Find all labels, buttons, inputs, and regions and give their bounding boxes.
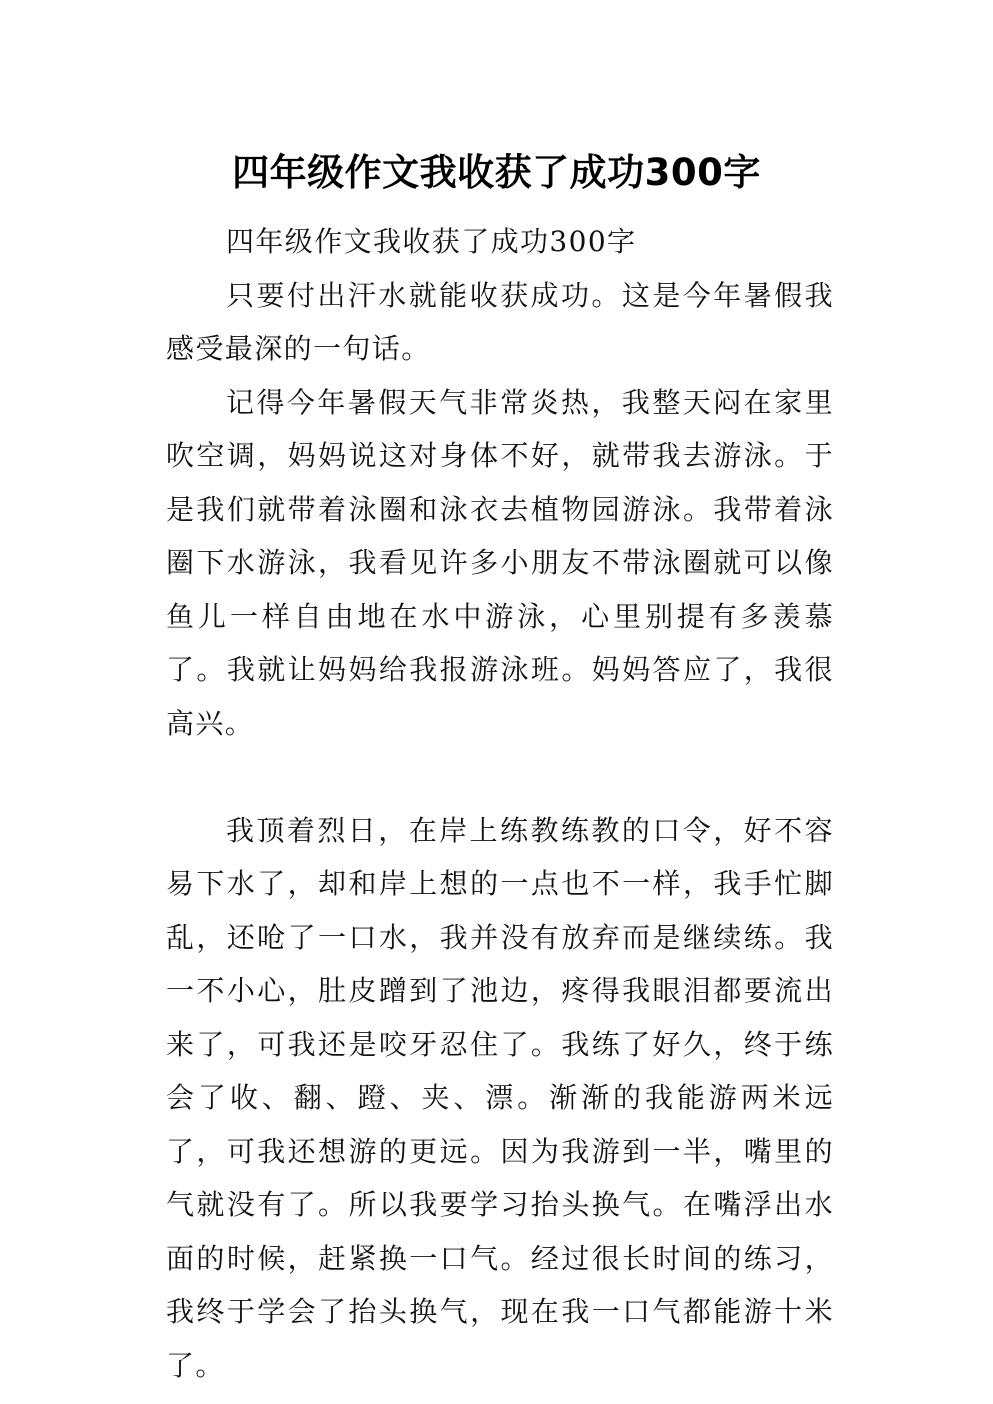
document-title: 四年级作文我收获了成功300字 bbox=[232, 150, 761, 194]
body-paragraph: 只要付出汗水就能收获成功。这是今年暑假我感受最深的一句话。 bbox=[166, 278, 834, 365]
document-body bbox=[166, 215, 834, 1392]
paragraph-spacer bbox=[166, 750, 834, 804]
body-paragraph: 我顶着烈日，在岸上练教练教的口令，好不容易下水了，却和岸上想的一点也不一样，我手忙脚乱，还呛了一口水，我并没有放弃而是继续练。我一不小心，肚皮蹭到了池边，疼得我眼泪都要流出来了，可我还是咬牙忍住了。我练了好久，终于练会了收、翻、蹬、夹、漂。渐渐的我能游两米远了，可我还想游的更远。因为我游到一半，嘴里的气就没有了。所以我要学习抬头换气。在嘴浮出水面的时候，赶紧换一口气。经过很长时间的练习，我终于学会了抬头换气，现在我一口气都能游十米了。 bbox=[166, 813, 834, 1382]
body-paragraph-heading: 四年级作文我收获了成功300字 bbox=[226, 225, 637, 258]
body-paragraph: 记得今年暑假天气非常炎热，我整天闷在家里吹空调，妈妈说这对身体不好，就带我去游泳。于是我们就带着泳圈和泳衣去植物园游泳。我带着泳圈下水游泳，我看见许多小朋友不带泳圈就可以像鱼儿一样自由地在水中游泳，心里别提有多羡慕了。我就让妈妈给我报游泳班。妈妈答应了，我很高兴。 bbox=[166, 385, 834, 740]
